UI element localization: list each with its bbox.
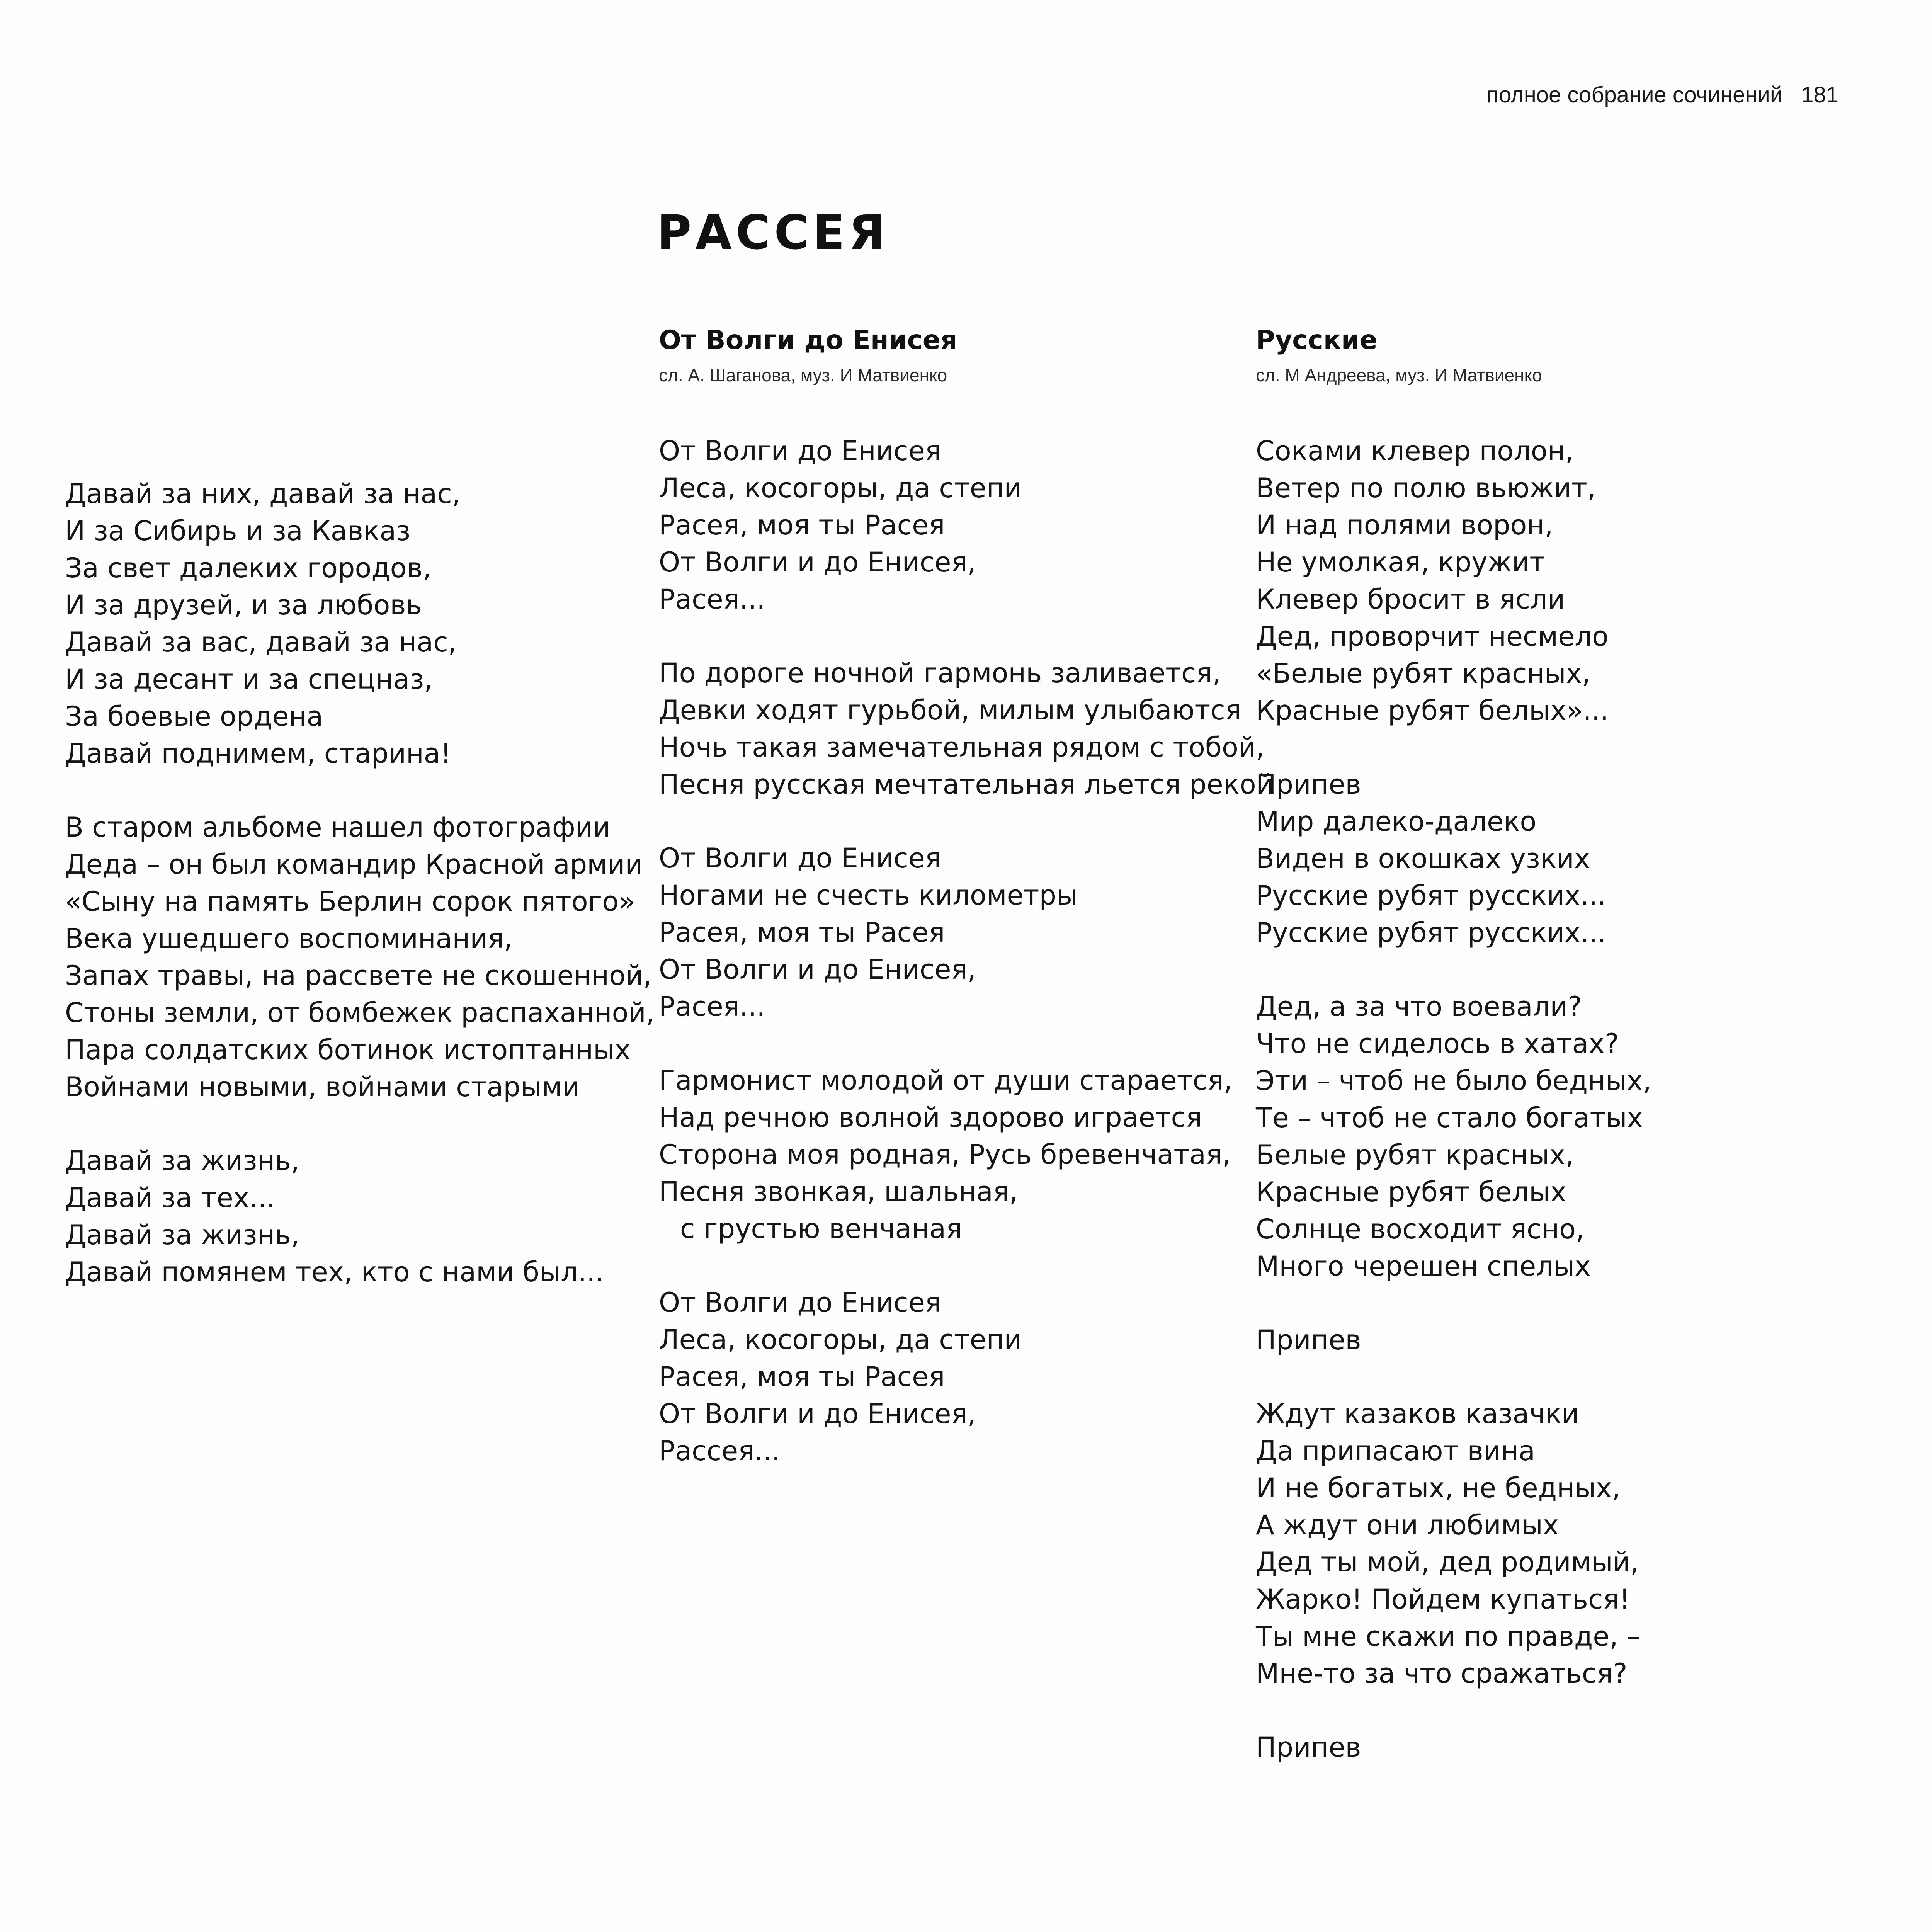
lyric-line: Эти – чтоб не было бедных,	[1256, 1065, 1651, 1097]
lyric-line: В старом альбоме нашел фотографии	[65, 811, 611, 843]
stanza	[659, 1284, 1238, 1469]
lyric-line: Припев	[1256, 1324, 1361, 1356]
lyric-line: Давай за жизнь,	[65, 1145, 299, 1177]
song-volga-enisey	[659, 325, 1274, 1506]
lyric-line: Давай поднимем, старина!	[65, 738, 451, 769]
lyric-line: За свет далеких городов,	[65, 552, 432, 584]
section-title: РАССЕЯ	[657, 205, 889, 260]
lyric-line: Давай помянем тех, кто с нами был...	[65, 1256, 604, 1288]
lyric-line: Виден в окошках узких	[1256, 842, 1590, 874]
lyric-line: Расея...	[659, 990, 765, 1022]
stanza	[65, 809, 655, 1105]
lyric-line: И за Сибирь и за Кавказ	[65, 515, 411, 547]
lyric-line: Давай за тех...	[65, 1182, 275, 1214]
song-russkie	[1256, 325, 1835, 1803]
song-credits: сл. А. Шаганова, муз. И Матвиенко	[659, 365, 947, 385]
lyric-line: «Белые рубят красных,	[1256, 657, 1591, 689]
song-credits: сл. М Андреева, муз. И Матвиенко	[1256, 365, 1542, 385]
lyric-line: Дед, проворчит несмело	[1256, 620, 1609, 652]
lyric-line: Те – чтоб не стало богатых	[1256, 1102, 1643, 1134]
lyric-line: От Волги и до Енисея,	[659, 1398, 976, 1430]
lyrics-body	[659, 432, 1274, 1469]
lyric-line: Давай за вас, давай за нас,	[65, 626, 457, 658]
lyric-line: И не богатых, не бедных,	[1256, 1472, 1621, 1504]
left-column-lyrics	[65, 475, 655, 1327]
lyric-line: Мне-то за что сражаться?	[1256, 1657, 1628, 1689]
lyric-line: Да припасают вина	[1256, 1435, 1535, 1467]
stanza	[1256, 432, 1835, 729]
stanza	[1256, 766, 1835, 951]
lyric-line: Века ушедшего воспоминания,	[65, 923, 513, 954]
lyric-line: Припев	[1256, 768, 1361, 800]
lyric-line: Пара солдатских ботинок истоптанных	[65, 1034, 631, 1066]
stanza	[1256, 1729, 1835, 1766]
lyric-line: И над полями ворон,	[1256, 509, 1553, 541]
lyric-line: Расея...	[659, 583, 765, 615]
lyric-line: Над речною волной здорово играется	[659, 1101, 1202, 1133]
lyric-line: Русские рубят русских...	[1256, 879, 1606, 912]
lyric-line: По дороге ночной гармонь заливается,	[659, 657, 1221, 689]
lyric-line: Девки ходят гурьбой, милым улыбаются	[659, 694, 1242, 726]
lyric-line: Рассея...	[659, 1435, 781, 1467]
running-title: полное собрание сочинений	[1486, 82, 1783, 107]
lyric-line: А ждут они любимых	[1256, 1509, 1559, 1541]
lyric-line: Песня звонкая, шальная,	[659, 1175, 1018, 1208]
lyrics-body	[1256, 432, 1835, 1766]
lyric-line: Что не сиделось в хатах?	[1256, 1027, 1619, 1060]
stanza	[659, 840, 1238, 1025]
lyric-line: Дед ты мой, дед родимый,	[1256, 1546, 1639, 1578]
lyric-line: Песня русская мечтательная льется рекой	[659, 768, 1274, 800]
stanza	[659, 655, 1274, 803]
lyric-line: Белые рубят красных,	[1256, 1139, 1574, 1171]
lyric-line: Расея, моя ты Расея	[659, 916, 945, 948]
lyric-line: От Волги и до Енисея,	[659, 546, 976, 578]
lyric-line: с грустью венчаная	[680, 1213, 963, 1245]
lyric-line: Красные рубят белых	[1256, 1176, 1566, 1208]
lyric-line: Солнце восходит ясно,	[1256, 1213, 1585, 1245]
stanza	[659, 432, 1238, 618]
lyric-line: Деда – он был командир Красной армии	[65, 849, 643, 880]
lyric-line: Стоны земли, от бомбежек распаханной,	[65, 997, 655, 1029]
lyric-line: И за десант и за спецназ,	[65, 663, 433, 695]
running-header	[1487, 82, 1838, 108]
lyric-line: Войнами новыми, войнами старыми	[65, 1071, 580, 1103]
lyric-line: Ждут казаков казачки	[1256, 1398, 1579, 1430]
stanza	[65, 1142, 637, 1291]
stanza	[65, 475, 637, 772]
lyric-line: И за друзей, и за любовь	[65, 589, 422, 621]
lyric-line: Сторона моя родная, Русь бревенчатая,	[659, 1138, 1231, 1170]
lyric-line: Русские рубят русских...	[1256, 917, 1606, 949]
lyric-line: Красные рубят белых»...	[1256, 694, 1609, 726]
page-number: 181	[1801, 82, 1838, 107]
lyric-line: Ногами не счесть километры	[659, 879, 1078, 911]
lyric-line: Мир далеко-далеко	[1256, 805, 1537, 837]
lyric-line: Не умолкая, кружит	[1256, 546, 1546, 578]
lyric-line: От Волги и до Енисея,	[659, 953, 976, 985]
song-title: Русские	[1256, 325, 1378, 355]
stanza	[1256, 1321, 1835, 1359]
stanza	[659, 1062, 1238, 1247]
lyric-line: Давай за них, давай за нас,	[65, 478, 461, 510]
lyric-line: От Волги до Енисея	[659, 842, 941, 874]
lyrics-body	[65, 475, 655, 1291]
lyric-line: Расея, моя ты Расея	[659, 509, 945, 541]
stanza	[1256, 988, 1835, 1285]
lyric-line: Клевер бросит в ясли	[1256, 583, 1565, 615]
song-title: От Волги до Енисея	[659, 325, 957, 355]
lyric-line: Леса, косогоры, да степи	[659, 1323, 1022, 1355]
lyric-line: Жарко! Пойдем купаться!	[1256, 1583, 1630, 1615]
lyric-line: Ветер по полю вьюжит,	[1256, 472, 1596, 504]
lyric-line: Дед, а за что воевали?	[1256, 990, 1582, 1022]
lyric-line: Запах травы, на рассвете не скошенной,	[65, 960, 652, 992]
lyric-line: Ночь такая замечательная рядом с тобой,	[659, 731, 1265, 763]
lyric-line: «Сыну на память Берлин сорок пятого»	[65, 886, 635, 917]
lyric-line: За боевые ордена	[65, 701, 323, 732]
lyric-line: Давай за жизнь,	[65, 1219, 299, 1251]
lyric-line: Много черешен спелых	[1256, 1250, 1591, 1282]
lyric-line: От Волги до Енисея	[659, 1286, 941, 1318]
lyric-line: Расея, моя ты Расея	[659, 1361, 945, 1393]
lyric-line: От Волги до Енисея	[659, 435, 941, 467]
lyric-line: Ты мне скажи по правде, –	[1256, 1620, 1640, 1652]
lyric-line: Припев	[1256, 1731, 1361, 1763]
lyric-line: Леса, косогоры, да степи	[659, 472, 1022, 504]
lyric-line: Гармонист молодой от души старается,	[659, 1064, 1233, 1096]
lyric-line: Соками клевер полон,	[1256, 435, 1574, 467]
stanza	[1256, 1395, 1835, 1692]
